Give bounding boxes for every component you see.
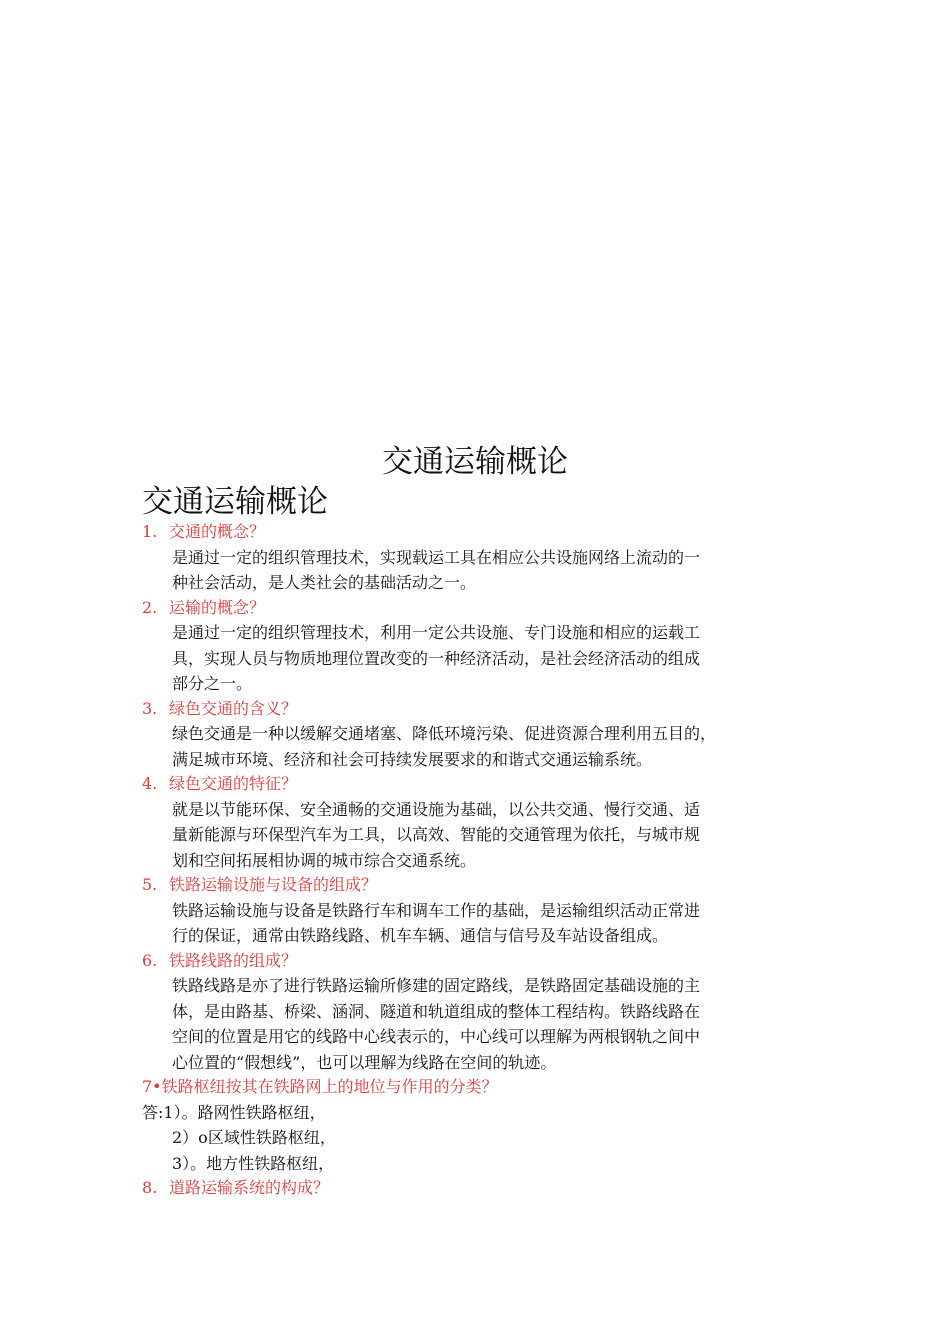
answer-line: 是通过一定的组织管理技术，利用一定公共设施、专门设施和相应的运载工: [172, 623, 701, 642]
answer-line: 心位置的“假想线”，也可以理解为线路在空间的轨迹。: [172, 1052, 557, 1072]
answer-4: [172, 797, 822, 874]
document-body: [142, 520, 832, 1201]
question-text: 绿色交通的特征？: [169, 774, 298, 793]
question-number: 4.: [142, 774, 158, 793]
answer-7-line: 2）o区域性铁路枢纽，: [172, 1128, 336, 1147]
question-text: 道路运输系统的构成？: [169, 1178, 330, 1197]
question-text: 铁路线路的组成？: [169, 950, 298, 970]
document-heading: 交通运输概论: [142, 484, 328, 520]
answer-5: [172, 898, 822, 949]
answer-line: 种社会活动，是人类社会的基础活动之一。: [172, 573, 477, 592]
answer-line: 铁路运输设施与设备是铁路行车和调车工作的基础，是运输组织活动正常进: [172, 900, 701, 920]
question-number: 2.: [142, 597, 158, 617]
question-text: 铁路运输设施与设备的组成？: [169, 875, 378, 894]
document-title: 交通运输概论: [382, 444, 568, 480]
question-8: [142, 1176, 832, 1201]
question-text: 运输的概念？: [169, 597, 266, 617]
question-2: [142, 596, 832, 621]
answer-1: [172, 545, 822, 596]
answer-line: 绿色交通是一种以缓解交通堵塞、降低环境污染、促进资源合理利用五目的，: [172, 724, 717, 743]
answer-6: [172, 973, 822, 1075]
question-4: [142, 772, 832, 797]
answer-line: 行的保证，通常由铁路线路、机车车辆、通信与信号及车站设备组成。: [172, 926, 669, 945]
answer-line: 就是以节能环保、安全通畅的交通设施为基础，以公共交通、慢行交通、适: [172, 799, 701, 819]
question-5: [142, 873, 832, 898]
answer-line: 划和空间拓展相协调的城市综合交通系统。: [172, 850, 477, 870]
answer-7-line: 答:1）。路网性铁路枢纽，: [142, 1102, 326, 1122]
question-3: [142, 697, 832, 722]
question-number: 5.: [142, 875, 158, 894]
answer-line: 体，是由路基、桥梁、涵洞、隧道和轨道组成的整体工程结构。铁路线路在: [172, 1001, 701, 1021]
answer-line: 铁路线路是亦了进行铁路运输所修建的固定路线，是铁路固定基础设施的主: [172, 976, 701, 995]
question-text: 绿色交通的含义？: [169, 698, 298, 718]
answer-2: [172, 620, 822, 697]
answer-line: 量新能源与环保型汽车为工具，以高效、智能的交通管理为依托，与城市规: [172, 825, 701, 844]
answer-line: 部分之一。: [172, 674, 253, 693]
answer-3: [172, 721, 822, 772]
question-7: [142, 1075, 832, 1100]
question-text: 交通的概念？: [169, 522, 266, 541]
answer-7-line: 3）。地方性铁路枢纽，: [172, 1153, 335, 1173]
question-6: [142, 949, 832, 974]
answer-line: 满足城市环境、经济和社会可持续发展要求的和谐式交通运输系统。: [172, 749, 653, 769]
answer-line: 具，实现人员与物质地理位置改变的一种经济活动，是社会经济活动的组成: [172, 648, 701, 668]
question-1: [142, 520, 832, 545]
answer-line: 空间的位置是用它的线路中心线表示的，中心线可以理解为两根钢轨之间中: [172, 1027, 701, 1046]
question-text: 7•铁路枢纽按其在铁路网上的地位与作用的分类？: [142, 1077, 498, 1096]
question-number: 1.: [142, 522, 158, 541]
answer-line: 是通过一定的组织管理技术，实现载运工具在相应公共设施网络上流动的一: [172, 547, 701, 567]
question-number: 6.: [142, 950, 158, 970]
question-number: 3.: [142, 698, 158, 718]
question-number: 8.: [142, 1178, 158, 1197]
